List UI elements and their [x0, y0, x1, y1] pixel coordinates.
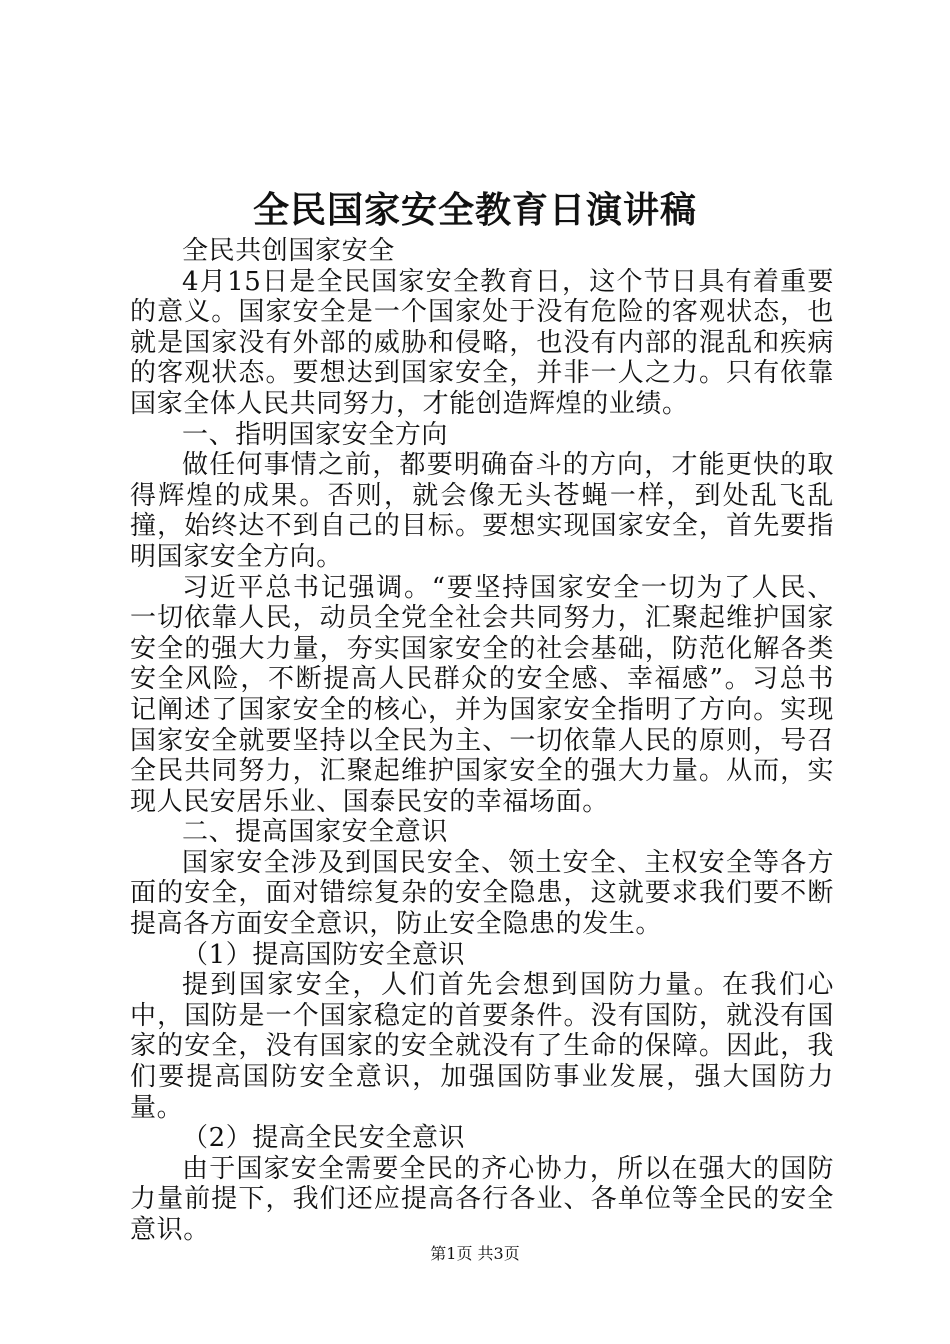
document-title: 全民国家安全教育日演讲稿 [252, 189, 697, 231]
subsection-heading: （2）提高全民安全意识 [182, 1123, 466, 1154]
body-paragraph: 提到国家安全，人们首先会想到国防力量。在我们心中，国防是一个国家稳定的首要条件。没有国防，就没有国家的安全，没有国家的安全就没有了生命的保障。因此，我们要提高国防安全意识，加强国防事业发展，强大国防力量。 [130, 970, 834, 1123]
section-heading: 二、提高国家安全意识 [182, 817, 449, 848]
body-paragraph: 由于国家安全需要全民的齐心协力，所以在强大的国防力量前提下，我们还应提高各行各业、各单位等全民的安全意识。 [130, 1153, 834, 1245]
body-paragraph: 习近平总书记强调。“要坚持国家安全一切为了人民、一切依靠人民，动员全党全社会共同努力，汇聚起维护国家安全的强大力量，夯实国家安全的社会基础，防范化解各类安全风险，不断提高人民群众的安全感、幸福感”。习总书记阐述了国家安全的核心，并为国家安全指明了方向。实现国家安全就要坚持以全民为主、一切依靠人民的原则，号召全民共同努力，汇聚起维护国家安全的强大力量。从而，实现人民安居乐业、国泰民安的幸福场面。 [130, 572, 834, 817]
body-paragraph: 国家安全涉及到国民安全、领土安全、主权安全等各方面的安全，面对错综复杂的安全隐患，这就要求我们要不断提高各方面安全意识，防止安全隐患的发生。 [130, 847, 834, 940]
body-paragraph: 做任何事情之前，都要明确奋斗的方向，才能更快的取得辉煌的成果。否则，就会像无头苍蝇一样，到处乱飞乱撞，始终达不到自己的目标。要想实现国家安全，首先要指明国家安全方向。 [130, 450, 834, 572]
subtitle-paragraph: 全民共创国家安全 [182, 236, 395, 266]
page-footer: 第1页 共3页 [430, 1244, 520, 1263]
document-body [130, 236, 834, 1246]
body-paragraph: 4月15日是全民国家安全教育日，这个节日具有着重要的意义。国家安全是一个国家处于没有危险的客观状态，也就是国家没有外部的威胁和侵略，也没有内部的混乱和疾病的客观状态。要想达到国家安全，并非一人之力。只有依靠国家全体人民共同努力，才能创造辉煌的业绩。 [130, 266, 834, 419]
subsection-heading: （1）提高国防安全意识 [182, 939, 466, 970]
section-heading: 一、指明国家安全方向 [182, 419, 449, 450]
